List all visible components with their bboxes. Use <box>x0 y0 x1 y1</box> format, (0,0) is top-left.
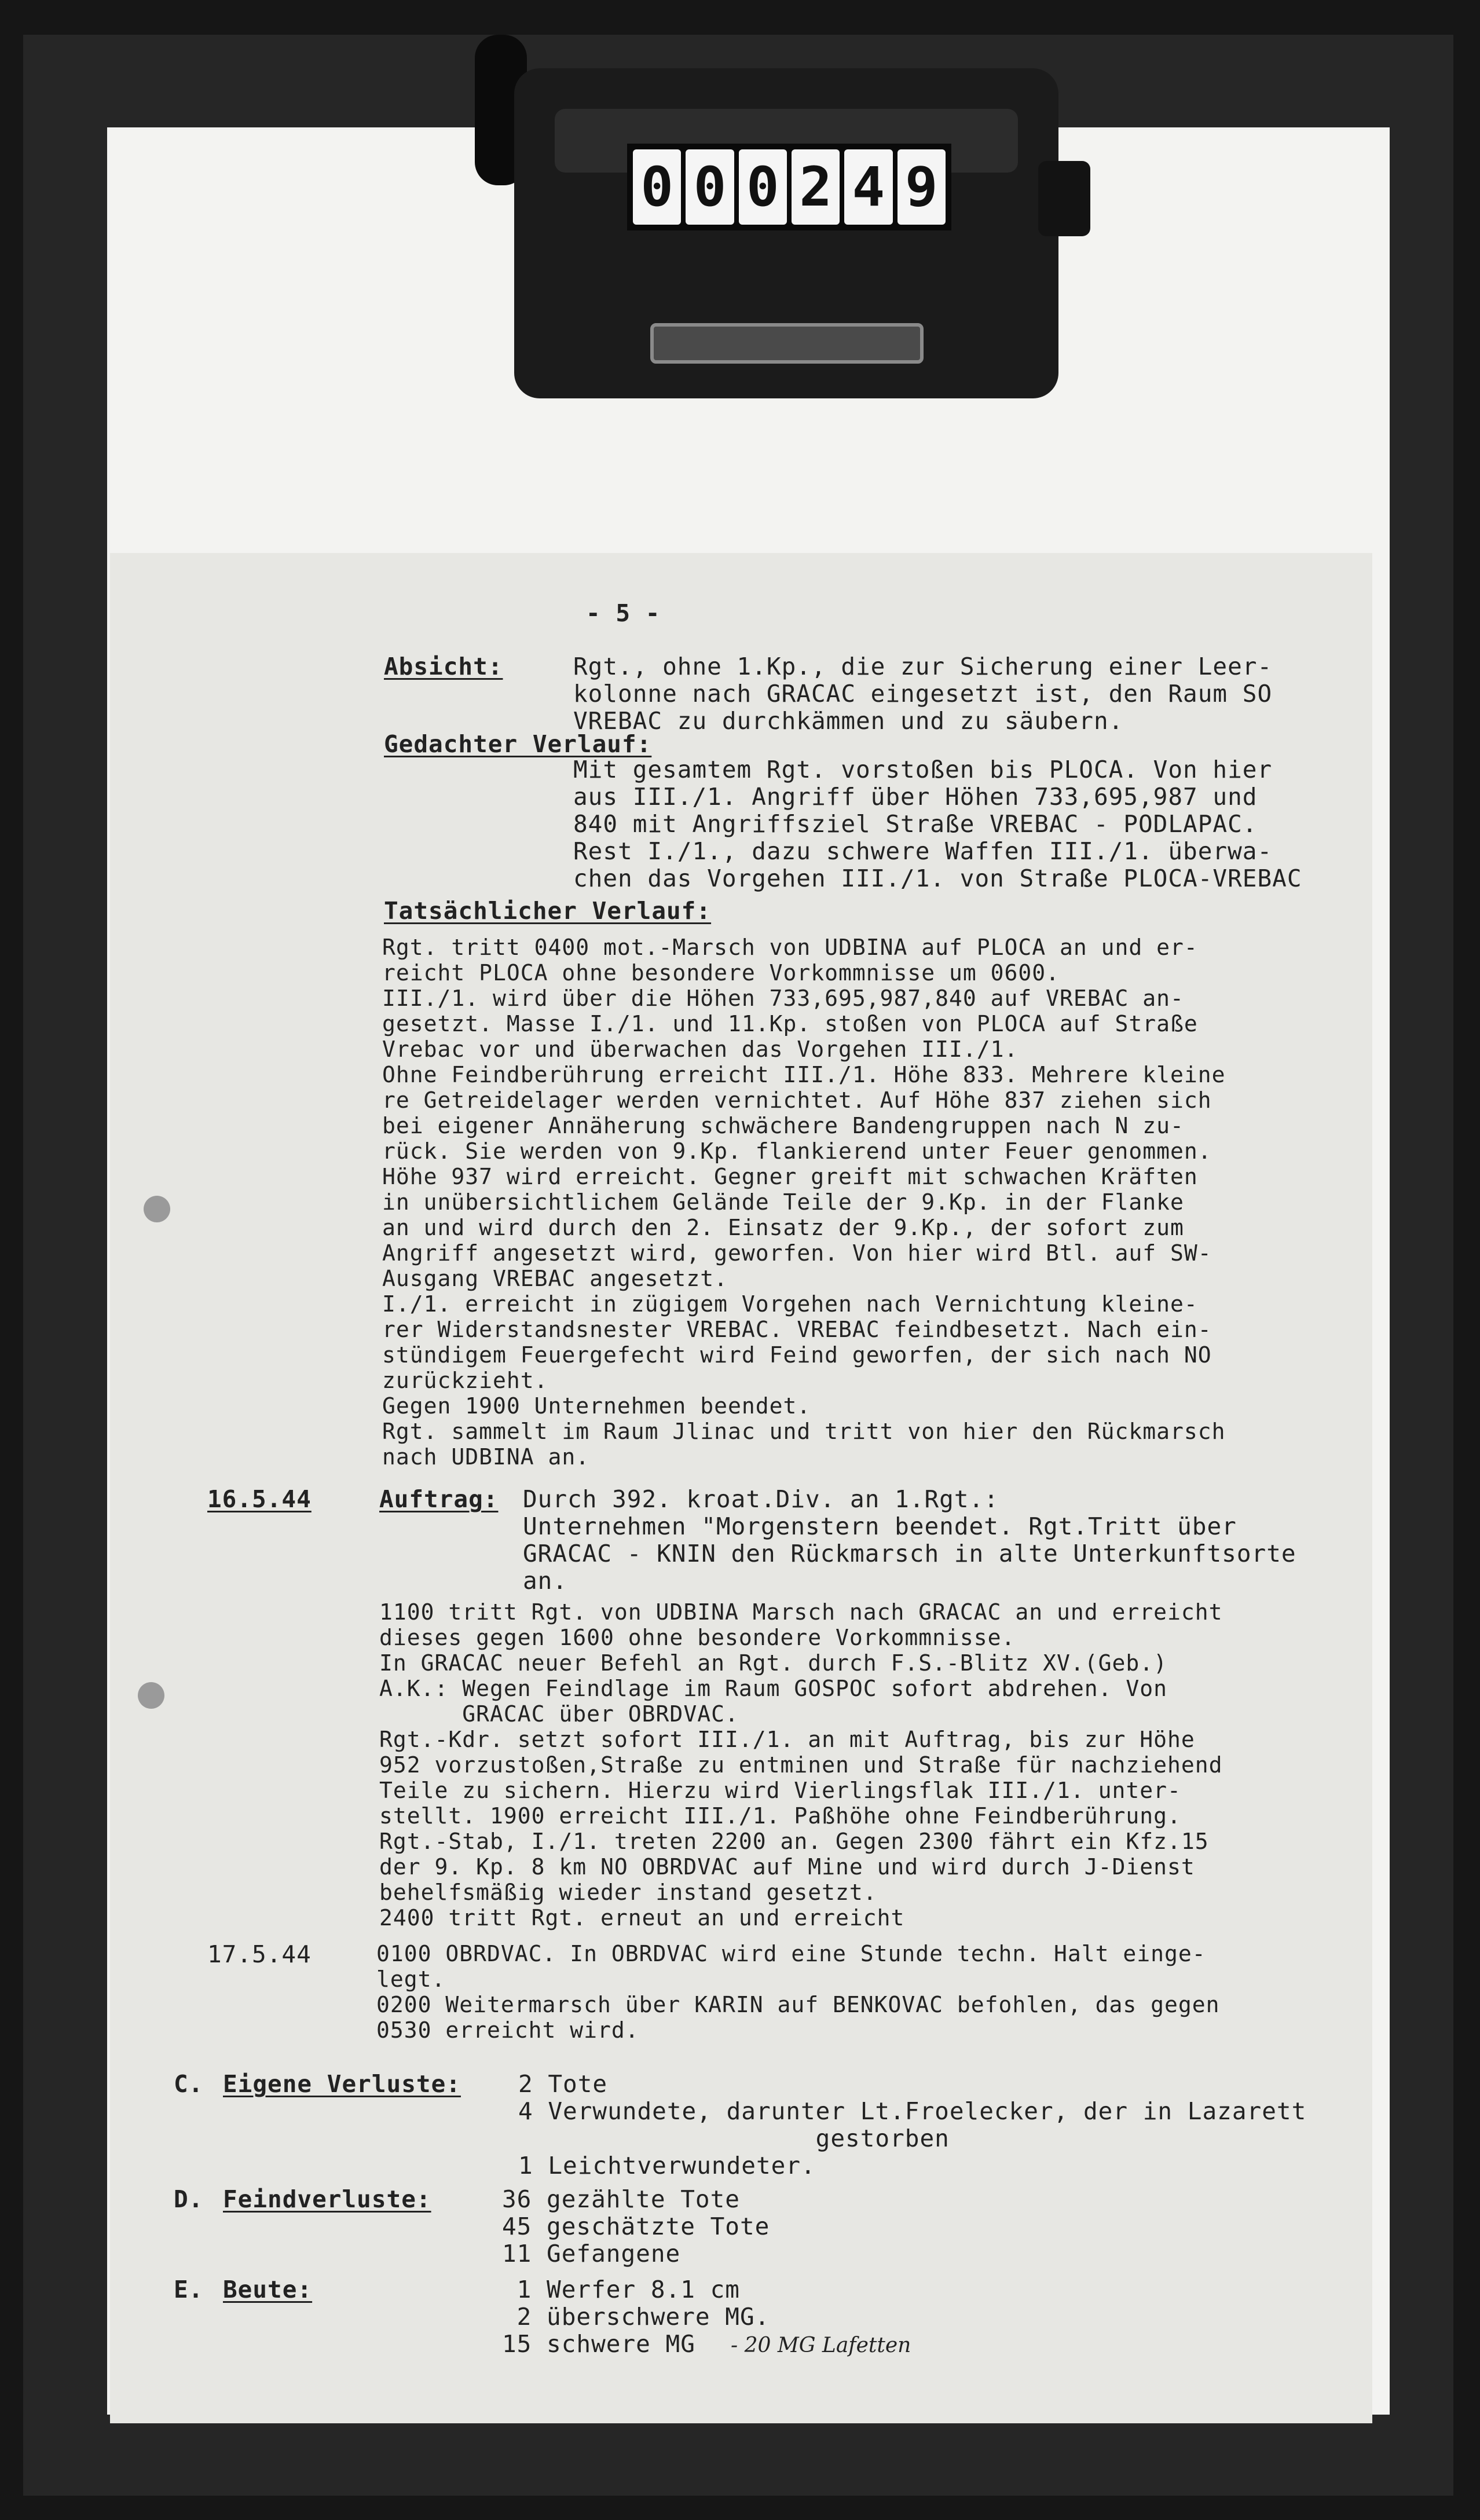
tatsaechlich-label: Tatsächlicher Verlauf: <box>384 897 712 925</box>
absicht-label: Absicht: <box>384 653 503 680</box>
date-17-5-44: 17.5.44 <box>207 1940 312 1968</box>
tatsaechlich-text: Rgt. tritt 0400 mot.-Marsch von UDBINA auf PLOCA an und er- reicht PLOCA ohne besondere Vorkommnisse um 0600. III./1. wird über die Höhen 733,695,987,840 auf VREBAC an- gesetzt. Masse I./1. und 11.Kp. stoßen von PLOCA auf Straße Vrebac vor und überwachen das Vorgehen III./1. Ohne Feindberührung erreicht III./1. Höhe 833. Mehrere kleine re Getreidelager werden vernichtet. Auf Höhe 837 ziehen sich bei eigener Annäherung schwächere Bandengruppen nach N zu- rück. Sie werden von 9.Kp. flankierend unter Feuer genommen. Höhe 937 wird erreicht. Gegner greift mit schwachen Kräften in unübersichtlichem Gelände Teile der 9.Kp. in der Flanke an und wird durch den 2. Einsatz der 9.Kp., der sofort zum Angriff angesetzt wird, geworfen. Von hier wird Btl. auf SW- Ausgang VREBAC angesetzt. I./1. erreicht in zügigem Vorgehen nach Vernichtung kleine- rer Widerstandsnester VREBAC. VREBAC feindbesetzt. Nach ein- stündigem Feuergefecht wird Feind geworfen, der sich nach NO zurückzieht. Gegen 1900 Unternehmen beendet. Rgt. sammelt im Raum Jlinac und tritt von hier den Rückmarsch nach UDBINA an. <box>382 935 1226 1470</box>
counter-digit: 2 <box>792 149 840 225</box>
auftrag-text: Durch 392. kroat.Div. an 1.Rgt.: Unternehmen "Morgenstern beendet. Rgt.Tritt über GRACAC - KNIN den Rückmarsch in alte Unterkunftsorte an. <box>523 1485 1296 1595</box>
auftrag-label: Auftrag: <box>379 1485 499 1513</box>
counter-digit: 0 <box>686 149 734 225</box>
binding-hole <box>138 1682 164 1709</box>
page-number: - 5 - <box>586 599 661 627</box>
section-c-text: 2 Tote 4 Verwundete, darunter Lt.Froelecker, der in Lazarett gestorben 1 Leichtverwundeter. <box>518 2070 1307 2180</box>
counter-knob <box>1038 161 1090 236</box>
absicht-text: Rgt., ohne 1.Kp., die zur Sicherung einer Leer- kolonne nach GRACAC eingesetzt ist, den Raum SO VREBAC zu durchkämmen und zu säubern. <box>573 653 1273 735</box>
date-16-5-44: 16.5.44 <box>207 1485 312 1513</box>
counter-digit: 4 <box>844 149 892 225</box>
counter-digit: 0 <box>739 149 787 225</box>
gedachter-text: Mit gesamtem Rgt. vorstoßen bis PLOCA. Von hier aus III./1. Angriff über Höhen 733,695,987 und 840 mit Angriffsziel Straße VREBAC - PODLAPAC. Rest I./1., dazu schwere Waffen III./1. überwa- chen das Vorgehen III./1. von Straße PLOCA-VREBAC <box>573 756 1302 892</box>
counter-digit: 9 <box>897 149 946 225</box>
section-d-label: Feindverluste: <box>223 2185 431 2213</box>
section-e-label: Beute: <box>223 2276 313 2303</box>
section-e-letter: E. <box>174 2276 204 2303</box>
counter-digit: 0 <box>633 149 681 225</box>
counter-plate <box>650 323 924 364</box>
section-e-text: 1 Werfer 8.1 cm 2 überschwere MG. 15 schwere MG <box>502 2276 770 2358</box>
section-c-letter: C. <box>174 2070 204 2098</box>
section-d-text: 36 gezählte Tote 45 geschätzte Tote 11 Gefangene <box>502 2185 770 2268</box>
frame-counter <box>514 68 1058 398</box>
handwritten-note: - 20 MG Lafetten <box>731 2334 911 2357</box>
section-d-letter: D. <box>174 2185 204 2213</box>
section-c-label: Eigene Verluste: <box>223 2070 461 2098</box>
entry-16-text: 1100 tritt Rgt. von UDBINA Marsch nach GRACAC an und erreicht dieses gegen 1600 ohne besondere Vorkommnisse. In GRACAC neuer Befehl an Rgt. durch F.S.-Blitz XV.(Geb.) A.K.: Wegen Feindlage im Raum GOSPOC sofort abdrehen. Von GRACAC über OBRDVAC. Rgt.-Kdr. setzt sofort III./1. an mit Auftrag, bis zur Höhe 952 vorzustoßen,Straße zu entminen und Straße für nachziehend Teile zu sichern. Hierzu wird Vierlingsflak III./1. unter- stellt. 1900 erreicht III./1. Paßhöhe ohne Feindberührung. Rgt.-Stab, I./1. treten 2200 an. Gegen 2300 fährt ein Kfz.15 der 9. Kp. 8 km NO OBRDVAC auf Mine und wird durch J-Dienst behelfsmäßig wieder instand gesetzt. 2400 tritt Rgt. erneut an und erreicht <box>379 1599 1223 1931</box>
counter-window <box>627 144 951 230</box>
gedachter-label: Gedachter Verlauf: <box>384 730 652 758</box>
entry-17-text: 0100 OBRDVAC. In OBRDVAC wird eine Stunde techn. Halt einge- legt. 0200 Weitermarsch über KARIN auf BENKOVAC befohlen, das gegen 0530 erreicht wird. <box>376 1941 1220 2043</box>
binding-hole <box>144 1196 170 1222</box>
